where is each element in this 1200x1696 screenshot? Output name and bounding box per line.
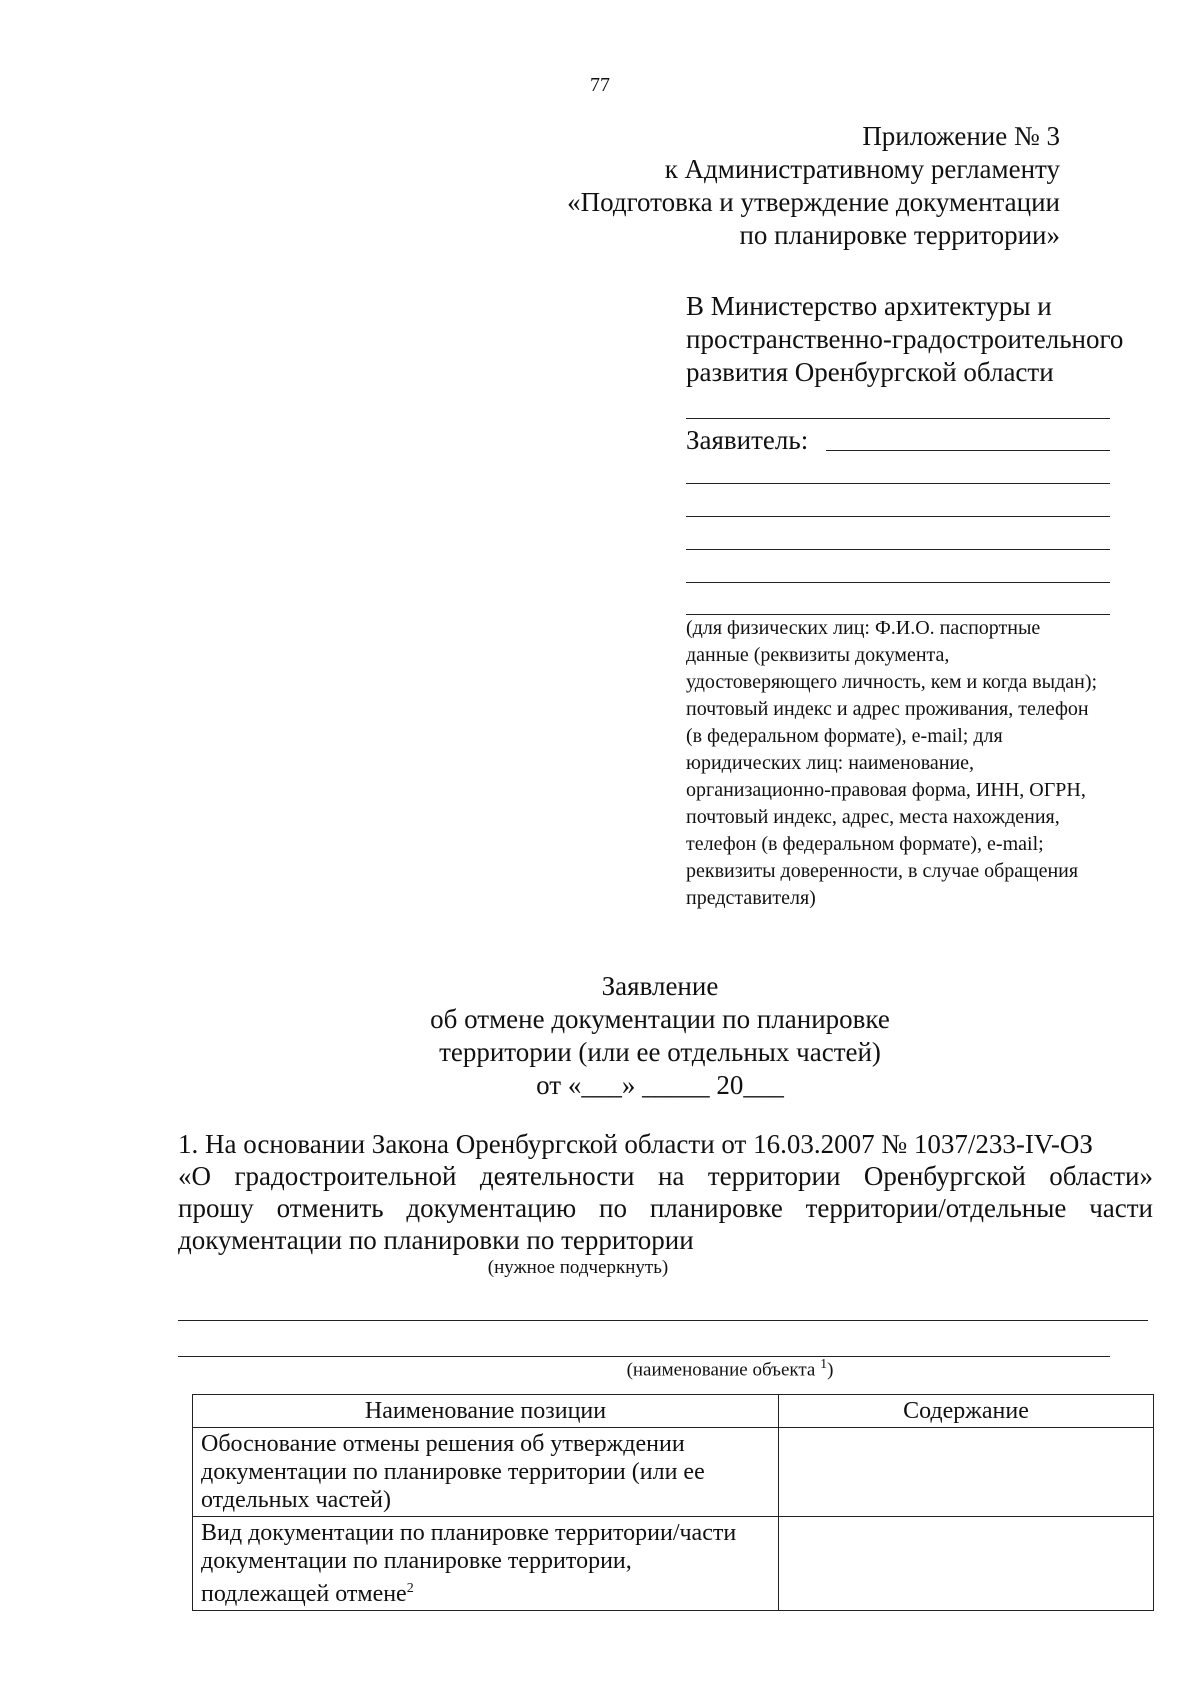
cell-line: документации по планировке территории, [201,1548,632,1574]
hint-line: организационно-правовая форма, ИНН, ОГРН, [686,779,1086,801]
appendix-line: «Подготовка и утверждение документации [567,187,1060,217]
table-row [193,1428,1154,1517]
cell-line: документации по планировке территории (или ее [201,1459,705,1485]
cell-line: Обоснование отмены решения об утверждении [201,1431,685,1457]
applicant-field-line[interactable] [686,516,1110,517]
recipient-block [686,290,1146,389]
paragraph-line: документации по планировки по территории [178,1225,694,1255]
recipient-line: пространственно-градостроительного [686,324,1124,354]
table-header-cell: Наименование позиции [193,1395,779,1428]
applicant-name-field[interactable] [826,450,1110,451]
applicant-field-line[interactable] [686,549,1110,550]
applicant-field-line[interactable] [686,483,1110,484]
hint-line: удостоверяющего личность, кем и когда выдан); [686,671,1098,693]
position-name-cell [193,1428,779,1517]
hint-line: (в федеральном формате), e-mail; для [686,725,1003,747]
recipient-line: В Министерство архитектуры и [686,291,1052,321]
table-row [193,1517,1154,1611]
hint-line: данные (реквизиты документа, [686,644,950,666]
content-cell[interactable] [779,1517,1154,1611]
cell-line-text: подлежащей отмене [201,1581,407,1607]
appendix-line: по планировке территории» [739,220,1060,250]
table-header-cell: Содержание [779,1395,1154,1428]
hint-line: (для физических лиц: Ф.И.О. паспортные [686,617,1041,639]
object-name-note-close: ) [827,1359,834,1381]
object-name-field[interactable] [178,1320,1148,1321]
object-name-note-text: (наименование объекта [626,1359,816,1381]
hint-line: почтовый индекс, адрес, места нахождения, [686,806,1060,828]
object-name-note [560,1357,900,1381]
paragraph-line: прошу отменить документацию по планировке территории/отдельные части [178,1193,1153,1223]
paragraph-line: 1. На основании Закона Оренбургской области от 16.03.2007 № 1037/233-IV-ОЗ [178,1129,1093,1159]
underline-note: (нужное подчеркнуть) [487,1257,669,1278]
cell-line [201,1575,770,1608]
recipient-line: развития Оренбургской области [686,357,1054,387]
page-number: 77 [590,74,610,96]
hint-line: реквизиты доверенности, в случае обращения [686,860,1079,882]
appendix-header [440,120,1060,252]
footnote-marker: 1 [820,1357,828,1372]
hint-line: юридических лиц: наименование, [686,752,975,774]
applicant-field-line[interactable] [686,582,1110,583]
appendix-line: к Административному регламенту [664,154,1060,184]
cell-line: отдельных частей) [201,1487,391,1513]
positions-table [192,1394,1154,1611]
hint-line: почтовый индекс и адрес проживания, телефон [686,698,1089,720]
paragraph-line: «О градостроительной деятельности на территории Оренбургской области» [178,1161,1153,1191]
applicant-hint [686,615,1126,912]
appendix-line: Приложение № 3 [862,121,1060,151]
request-paragraph [178,1128,1153,1280]
content-cell[interactable] [779,1428,1154,1517]
statement-subtitle: об отмене документации по планировке [430,1004,890,1034]
applicant-label: Заявитель: [686,425,809,455]
hint-line: представителя) [686,887,816,909]
table-header-row [193,1395,1154,1428]
cell-line: Вид документации по планировке территории/части [201,1520,737,1546]
statement-title: Заявление [601,971,719,1001]
recipient-blank-line[interactable] [686,418,1110,419]
statement-subtitle: территории (или ее отдельных частей) [439,1037,881,1067]
position-name-cell [193,1517,779,1611]
hint-line: телефон (в федеральном формате), e-mail; [686,833,1044,855]
statement-date: от «___» _____ 20___ [536,1070,784,1100]
footnote-marker: 2 [406,1581,414,1596]
statement-title-block [300,970,1020,1102]
